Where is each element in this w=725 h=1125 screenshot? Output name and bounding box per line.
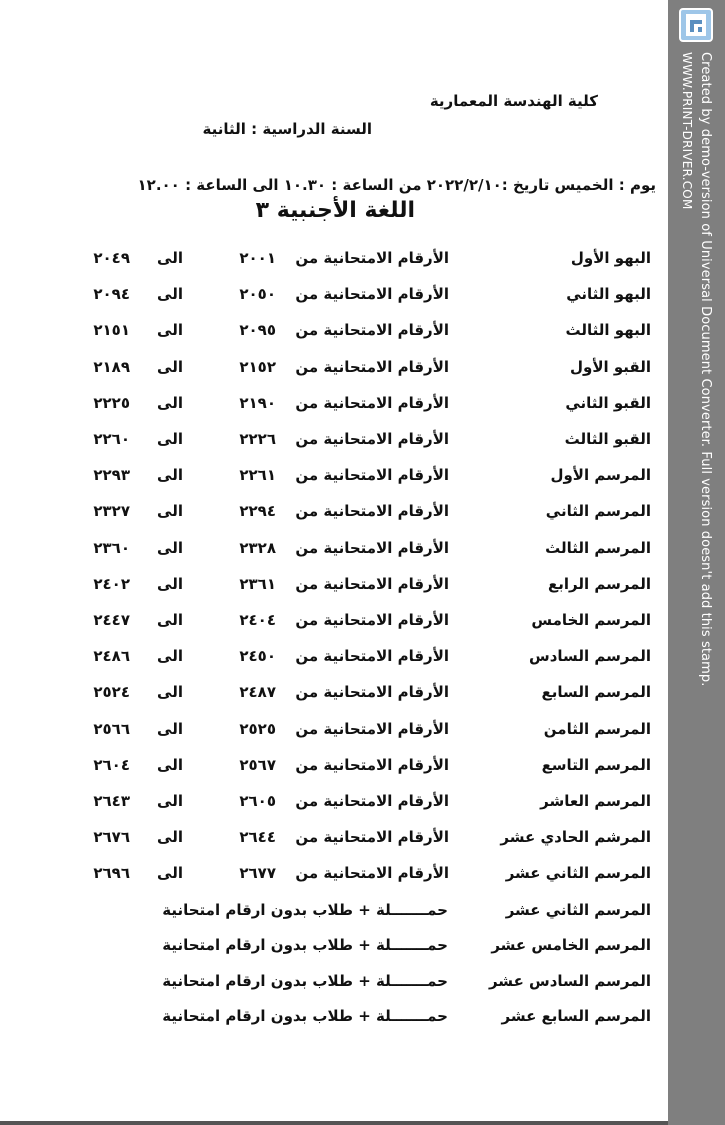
range-label: الأرقام الامتحانية من bbox=[295, 683, 449, 701]
demo-stamp-bar bbox=[668, 0, 725, 1125]
range-start: ٢٦٠٥ bbox=[239, 792, 276, 810]
table-row bbox=[0, 792, 668, 822]
table-row bbox=[0, 828, 668, 858]
academic-year: السنة الدراسية : الثانية bbox=[202, 120, 372, 138]
table-row bbox=[0, 575, 668, 605]
table-row bbox=[0, 430, 668, 460]
range-start: ٢١٩٠ bbox=[239, 394, 276, 412]
range-end: ٢٢٢٥ bbox=[93, 394, 130, 412]
room-name: المرسم السابع عشر bbox=[501, 1007, 651, 1025]
range-to-label: الى bbox=[157, 539, 183, 557]
table-row bbox=[0, 647, 668, 677]
range-end: ٢١٥١ bbox=[93, 321, 130, 339]
range-start: ٢٢٦١ bbox=[239, 466, 276, 484]
range-to-label: الى bbox=[157, 864, 183, 882]
room-name: المرسم الثالث bbox=[545, 539, 651, 557]
range-end: ٢٥٢٤ bbox=[93, 683, 130, 701]
room-name: البهو الأول bbox=[570, 249, 651, 267]
table-row bbox=[0, 936, 668, 966]
room-name: المرسم الخامس عشر bbox=[491, 936, 651, 954]
range-end: ٢١٨٩ bbox=[93, 358, 130, 376]
range-label: الأرقام الامتحانية من bbox=[295, 502, 449, 520]
range-start: ٢٥٦٧ bbox=[239, 756, 276, 774]
table-row bbox=[0, 394, 668, 424]
page-bottom-border bbox=[0, 1121, 668, 1125]
room-note: حمـــــــلة + طلاب بدون ارقام امتحانية bbox=[162, 901, 448, 919]
table-row bbox=[0, 249, 668, 279]
range-label: الأرقام الامتحانية من bbox=[295, 430, 449, 448]
room-note: حمـــــــلة + طلاب بدون ارقام امتحانية bbox=[162, 1007, 448, 1025]
table-row bbox=[0, 502, 668, 532]
range-label: الأرقام الامتحانية من bbox=[295, 756, 449, 774]
range-label: الأرقام الامتحانية من bbox=[295, 285, 449, 303]
range-label: الأرقام الامتحانية من bbox=[295, 647, 449, 665]
room-note: حمـــــــلة + طلاب بدون ارقام امتحانية bbox=[162, 972, 448, 990]
range-start: ٢٣٢٨ bbox=[239, 539, 276, 557]
range-to-label: الى bbox=[157, 285, 183, 303]
range-to-label: الى bbox=[157, 321, 183, 339]
room-name: المرشم الحادي عشر bbox=[500, 828, 651, 846]
range-to-label: الى bbox=[157, 611, 183, 629]
range-start: ٢١٥٢ bbox=[239, 358, 276, 376]
range-label: الأرقام الامتحانية من bbox=[295, 575, 449, 593]
range-label: الأرقام الامتحانية من bbox=[295, 611, 449, 629]
room-name: المرسم الخامس bbox=[531, 611, 651, 629]
range-end: ٢٢٩٣ bbox=[93, 466, 130, 484]
range-to-label: الى bbox=[157, 358, 183, 376]
table-row bbox=[0, 321, 668, 351]
range-to-label: الى bbox=[157, 466, 183, 484]
range-end: ٢٤٤٧ bbox=[93, 611, 130, 629]
range-end: ٢٦٤٣ bbox=[93, 792, 130, 810]
faculty-name: كلية الهندسة المعمارية bbox=[429, 92, 598, 110]
range-to-label: الى bbox=[157, 792, 183, 810]
range-to-label: الى bbox=[157, 575, 183, 593]
range-end: ٢٠٩٤ bbox=[93, 285, 130, 303]
printer-driver-logo-icon bbox=[679, 8, 713, 42]
room-name: البهو الثالث bbox=[565, 321, 651, 339]
range-to-label: الى bbox=[157, 647, 183, 665]
range-label: الأرقام الامتحانية من bbox=[295, 358, 449, 376]
table-row bbox=[0, 720, 668, 750]
range-end: ٢٦٧٦ bbox=[93, 828, 130, 846]
range-to-label: الى bbox=[157, 430, 183, 448]
range-end: ٢٢٦٠ bbox=[93, 430, 130, 448]
room-name: القبو الثالث bbox=[564, 430, 651, 448]
stamp-notice-text: Created by demo-version of Universal Document Converter. Full version doesn't add this stamp. bbox=[698, 52, 713, 687]
range-start: ٢٤٥٠ bbox=[239, 647, 276, 665]
range-start: ٢٤٠٤ bbox=[239, 611, 276, 629]
exam-date-line: يوم : الخميس تاريخ :٢٠٢٢/٢/١٠ من الساعة : ١٠.٣٠ الى الساعة : ١٢.٠٠ bbox=[137, 176, 656, 194]
subject-title: اللغة الأجنبية ٣ bbox=[255, 198, 415, 223]
range-end: ٢٦٩٦ bbox=[93, 864, 130, 882]
room-name: المرسم الأول bbox=[550, 466, 651, 484]
room-name: المرسم الثامن bbox=[543, 720, 651, 738]
range-start: ٢٣٦١ bbox=[239, 575, 276, 593]
range-end: ٢٤٨٦ bbox=[93, 647, 130, 665]
table-row bbox=[0, 285, 668, 315]
range-end: ٢٤٠٢ bbox=[93, 575, 130, 593]
range-start: ٢٠٩٥ bbox=[239, 321, 276, 339]
table-row bbox=[0, 901, 668, 931]
room-name: المرسم الرابع bbox=[547, 575, 651, 593]
range-start: ٢٤٨٧ bbox=[239, 683, 276, 701]
table-row bbox=[0, 466, 668, 496]
table-row bbox=[0, 864, 668, 894]
table-row bbox=[0, 1007, 668, 1037]
range-to-label: الى bbox=[157, 756, 183, 774]
room-name: المرسم التاسع bbox=[541, 756, 651, 774]
range-label: الأرقام الامتحانية من bbox=[295, 249, 449, 267]
room-name: المرسم السابع bbox=[541, 683, 651, 701]
room-name: المرسم السادس bbox=[529, 647, 651, 665]
range-label: الأرقام الامتحانية من bbox=[295, 466, 449, 484]
table-row bbox=[0, 611, 668, 641]
range-start: ٢٠٠١ bbox=[239, 249, 276, 267]
range-to-label: الى bbox=[157, 720, 183, 738]
range-label: الأرقام الامتحانية من bbox=[295, 720, 449, 738]
range-to-label: الى bbox=[157, 683, 183, 701]
range-label: الأرقام الامتحانية من bbox=[295, 394, 449, 412]
room-name: المرسم الثاني عشر bbox=[505, 864, 651, 882]
table-row bbox=[0, 358, 668, 388]
room-name: القبو الأول bbox=[570, 358, 651, 376]
range-start: ٢٦٤٤ bbox=[239, 828, 276, 846]
room-name: البهو الثاني bbox=[566, 285, 651, 303]
range-to-label: الى bbox=[157, 249, 183, 267]
table-row bbox=[0, 972, 668, 1002]
table-row bbox=[0, 539, 668, 569]
room-name: القبو الثاني bbox=[565, 394, 651, 412]
room-name: المرسم السادس عشر bbox=[488, 972, 651, 990]
room-note: حمـــــــلة + طلاب بدون ارقام امتحانية bbox=[162, 936, 448, 954]
room-name: المرسم الثاني bbox=[545, 502, 651, 520]
room-name: المرسم الثاني عشر bbox=[505, 901, 651, 919]
range-label: الأرقام الامتحانية من bbox=[295, 539, 449, 557]
table-row bbox=[0, 756, 668, 786]
range-label: الأرقام الامتحانية من bbox=[295, 828, 449, 846]
room-name: المرسم العاشر bbox=[540, 792, 651, 810]
range-end: ٢٣٦٠ bbox=[93, 539, 130, 557]
range-label: الأرقام الامتحانية من bbox=[295, 864, 449, 882]
range-label: الأرقام الامتحانية من bbox=[295, 321, 449, 339]
range-to-label: الى bbox=[157, 502, 183, 520]
range-start: ٢٦٧٧ bbox=[239, 864, 276, 882]
range-to-label: الى bbox=[157, 828, 183, 846]
range-end: ٢٦٠٤ bbox=[93, 756, 130, 774]
range-start: ٢٥٢٥ bbox=[239, 720, 276, 738]
range-start: ٢٠٥٠ bbox=[239, 285, 276, 303]
range-start: ٢٢٩٤ bbox=[239, 502, 276, 520]
range-to-label: الى bbox=[157, 394, 183, 412]
table-row bbox=[0, 683, 668, 713]
range-start: ٢٢٢٦ bbox=[239, 430, 276, 448]
range-end: ٢٣٢٧ bbox=[93, 502, 130, 520]
stamp-url-text: WWW.PRINT-DRIVER.COM bbox=[680, 52, 694, 210]
range-end: ٢٥٦٦ bbox=[93, 720, 130, 738]
range-end: ٢٠٤٩ bbox=[93, 249, 130, 267]
range-label: الأرقام الامتحانية من bbox=[295, 792, 449, 810]
